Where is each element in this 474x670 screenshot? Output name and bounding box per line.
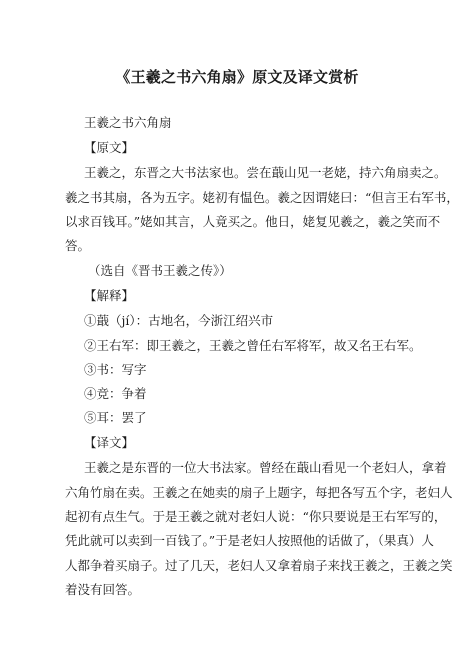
original-text-line: 以求百钱耳。”姥如其言，人竟买之。他日，姥复见羲之，羲之笑而不 — [65, 214, 441, 229]
section-subtitle: 王羲之书六角扇 — [84, 115, 172, 130]
note-item: ①蕺（jí）：古地名，今浙江绍兴市 — [84, 313, 274, 328]
translation-text-line: 王羲之是东晋的一位大书法家。曾经在蕺山看见一个老妇人，拿着 — [84, 460, 447, 475]
translation-text-line: 人都争着买扇子。过了几天，老妇人又拿着扇子来找王羲之，王羲之笑 — [65, 558, 453, 573]
note-item: ⑤耳：罢了 — [84, 410, 147, 425]
document-title: 《王羲之书六角扇》原文及译文赏析 — [115, 68, 359, 86]
translation-text-line: 起初有点生气。于是王羲之就对老妇人说：“你只要说是王右军写的， — [65, 509, 447, 524]
original-heading: 【原文】 — [84, 140, 135, 155]
note-item: ②王右军：即王羲之，王羲之曾任右军将军，故又名王右军。 — [84, 338, 422, 353]
note-item: ④竞：争着 — [84, 386, 147, 401]
translation-text-line: 着没有回答。 — [65, 582, 141, 597]
original-text-line: 羲之书其扇，各为五字。姥初有愠色。羲之因谓姥曰：“但言王右军书， — [65, 190, 459, 205]
translation-heading: 【译文】 — [84, 435, 135, 450]
source-citation: （选自《晋书王羲之传》） — [88, 263, 232, 278]
original-text-line: 王羲之，东晋之大书法家也。尝在蕺山见一老姥，持六角扇卖之。 — [84, 165, 447, 180]
original-text-line: 答。 — [65, 238, 91, 253]
notes-heading: 【解释】 — [84, 288, 135, 303]
translation-text-line: 凭此就可以卖到一百钱了。”于是老妇人按照他的话做了，（果真）人 — [65, 533, 434, 548]
note-item: ③书：写字 — [84, 362, 147, 377]
translation-text-line: 六角竹扇在卖。王羲之在她卖的扇子上题字，每把各写五个字，老妇人 — [65, 485, 453, 500]
